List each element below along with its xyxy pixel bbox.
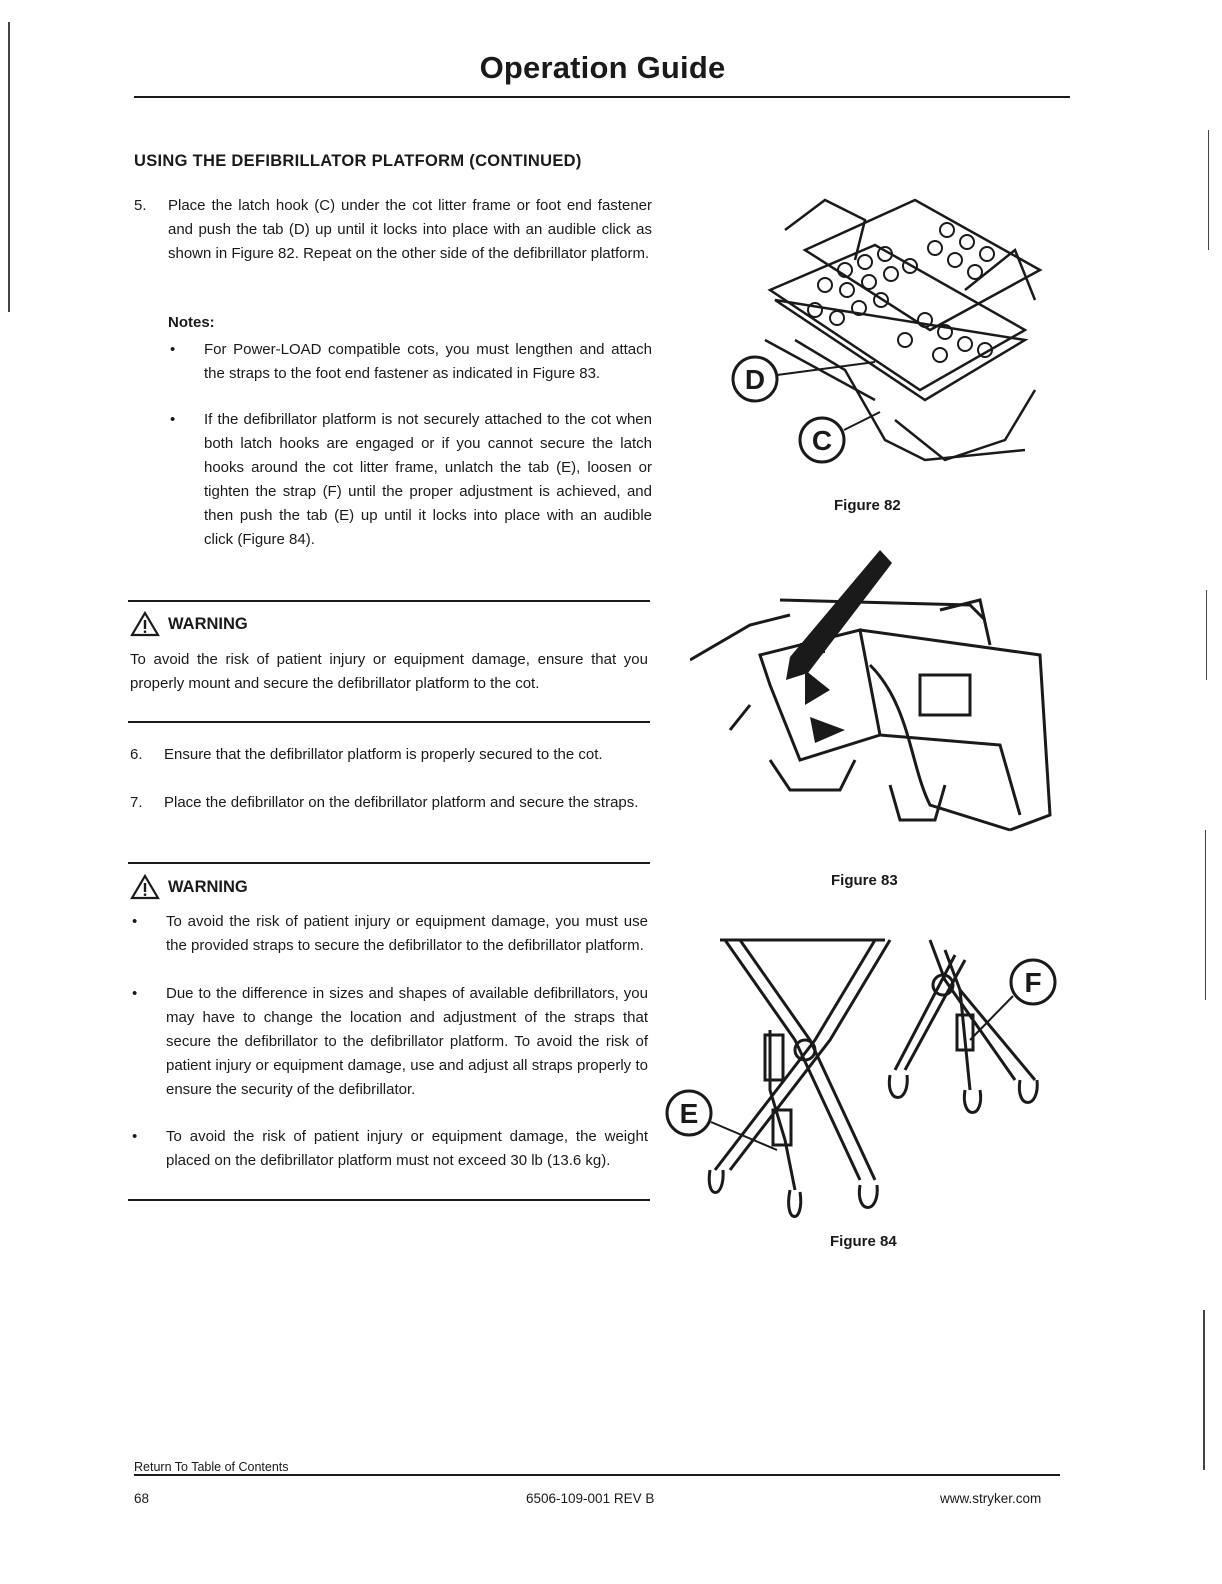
callout-f bbox=[970, 960, 1055, 1040]
step-6 bbox=[130, 743, 648, 767]
step-number: 5. bbox=[134, 197, 147, 214]
warning-top-rule bbox=[128, 600, 650, 602]
callout-letter: D bbox=[744, 364, 766, 395]
bullet-dot: • bbox=[132, 985, 138, 1002]
note-item bbox=[168, 338, 652, 386]
toc-link[interactable]: Return To Table of Contents bbox=[134, 1460, 289, 1474]
callout-letter: F bbox=[1024, 967, 1042, 998]
step-text: Ensure that the defibrillator platform is properly secured to the cot. bbox=[164, 746, 603, 763]
warning-label: WARNING bbox=[168, 877, 248, 896]
note-text: For Power-LOAD compatible cots, you must lengthen and attach the straps to the foot end fastener as indicated in Figure 83. bbox=[204, 341, 652, 382]
page-number: 68 bbox=[134, 1491, 150, 1506]
scan-mark bbox=[1208, 130, 1209, 250]
warning-heading bbox=[130, 874, 248, 900]
bullet-dot: • bbox=[170, 341, 176, 358]
doc-number: 6506-109-001 REV B bbox=[526, 1491, 655, 1506]
page-title: Operation Guide bbox=[479, 50, 726, 85]
scan-mark bbox=[1206, 590, 1207, 680]
callout-d bbox=[733, 357, 875, 401]
warning-item bbox=[130, 1125, 648, 1173]
section-title: USING THE DEFIBRILLATOR PLATFORM (CONTINUED) bbox=[134, 152, 582, 170]
warning-bottom-rule bbox=[128, 1199, 650, 1201]
warning-item bbox=[130, 982, 648, 1102]
figure-83-illustration bbox=[690, 545, 1070, 845]
scan-mark bbox=[1203, 1310, 1205, 1470]
figure-82-illustration bbox=[725, 190, 1065, 490]
bullet-dot: • bbox=[132, 913, 138, 930]
step-text: Place the latch hook (C) under the cot litter frame or foot end fastener and push the tab (D) up until it locks into place with an audible click as shown in Figure 82. Repeat on the other side of the defibrillator platform. bbox=[168, 197, 652, 262]
website: www.stryker.com bbox=[940, 1491, 1042, 1506]
warning-top-rule bbox=[128, 862, 650, 864]
figure-84-caption: Figure 84 bbox=[830, 1233, 897, 1250]
bullet-dot: • bbox=[170, 411, 176, 428]
header-rule bbox=[134, 96, 1070, 98]
warning-bottom-rule bbox=[128, 721, 650, 723]
scan-mark bbox=[1205, 830, 1206, 1000]
warning-triangle-icon bbox=[130, 611, 160, 637]
callout-letter: C bbox=[811, 425, 833, 456]
bullet-dot: • bbox=[132, 1128, 138, 1145]
note-text: If the defibrillator platform is not securely attached to the cot when both latch hooks are engaged or if you cannot secure the latch hooks around the cot litter frame, unlatch the tab (E), loosen or tighten the strap (F) until the proper adjustment is achieved, and then push the tab (E) up until it locks into place with an audible click (Figure 84). bbox=[204, 411, 652, 548]
callout-letter: E bbox=[679, 1098, 699, 1129]
figure-84-illustration bbox=[665, 930, 1065, 1230]
step-5 bbox=[134, 194, 652, 266]
step-text: Place the defibrillator on the defibrillator platform and secure the straps. bbox=[164, 794, 639, 811]
warning-label: WARNING bbox=[168, 614, 248, 633]
step-number: 7. bbox=[130, 794, 143, 811]
note-item bbox=[168, 408, 652, 552]
scan-mark bbox=[8, 22, 10, 312]
callout-e bbox=[667, 1091, 777, 1150]
warning-item-text: To avoid the risk of patient injury or equipment damage, you must use the provided straps to secure the defibrillator to the defibrillator platform. bbox=[166, 913, 648, 954]
warning-item bbox=[130, 910, 648, 958]
callout-c bbox=[800, 412, 880, 462]
figure-83-caption: Figure 83 bbox=[831, 872, 898, 889]
warning-item-text: To avoid the risk of patient injury or equipment damage, the weight placed on the defibrillator platform must not exceed 30 lb (13.6 kg). bbox=[166, 1128, 648, 1169]
warning-text: To avoid the risk of patient injury or equipment damage, ensure that you properly mount and secure the defibrillator platform to the cot. bbox=[130, 651, 648, 692]
warning-triangle-icon bbox=[130, 874, 160, 900]
warning-item-text: Due to the difference in sizes and shapes of available defibrillators, you may have to change the location and adjustment of the straps that secure the defibrillator to the defibrillator platform. To avoid the risk of patient injury or equipment damage, use and adjust all straps properly to ensure the security of the defibrillator. bbox=[166, 985, 648, 1098]
warning-heading bbox=[130, 611, 248, 637]
step-7 bbox=[130, 791, 648, 815]
notes-label: Notes: bbox=[168, 314, 215, 331]
figure-82-caption: Figure 82 bbox=[834, 497, 901, 514]
step-number: 6. bbox=[130, 746, 143, 763]
footer-rule bbox=[134, 1474, 1060, 1476]
